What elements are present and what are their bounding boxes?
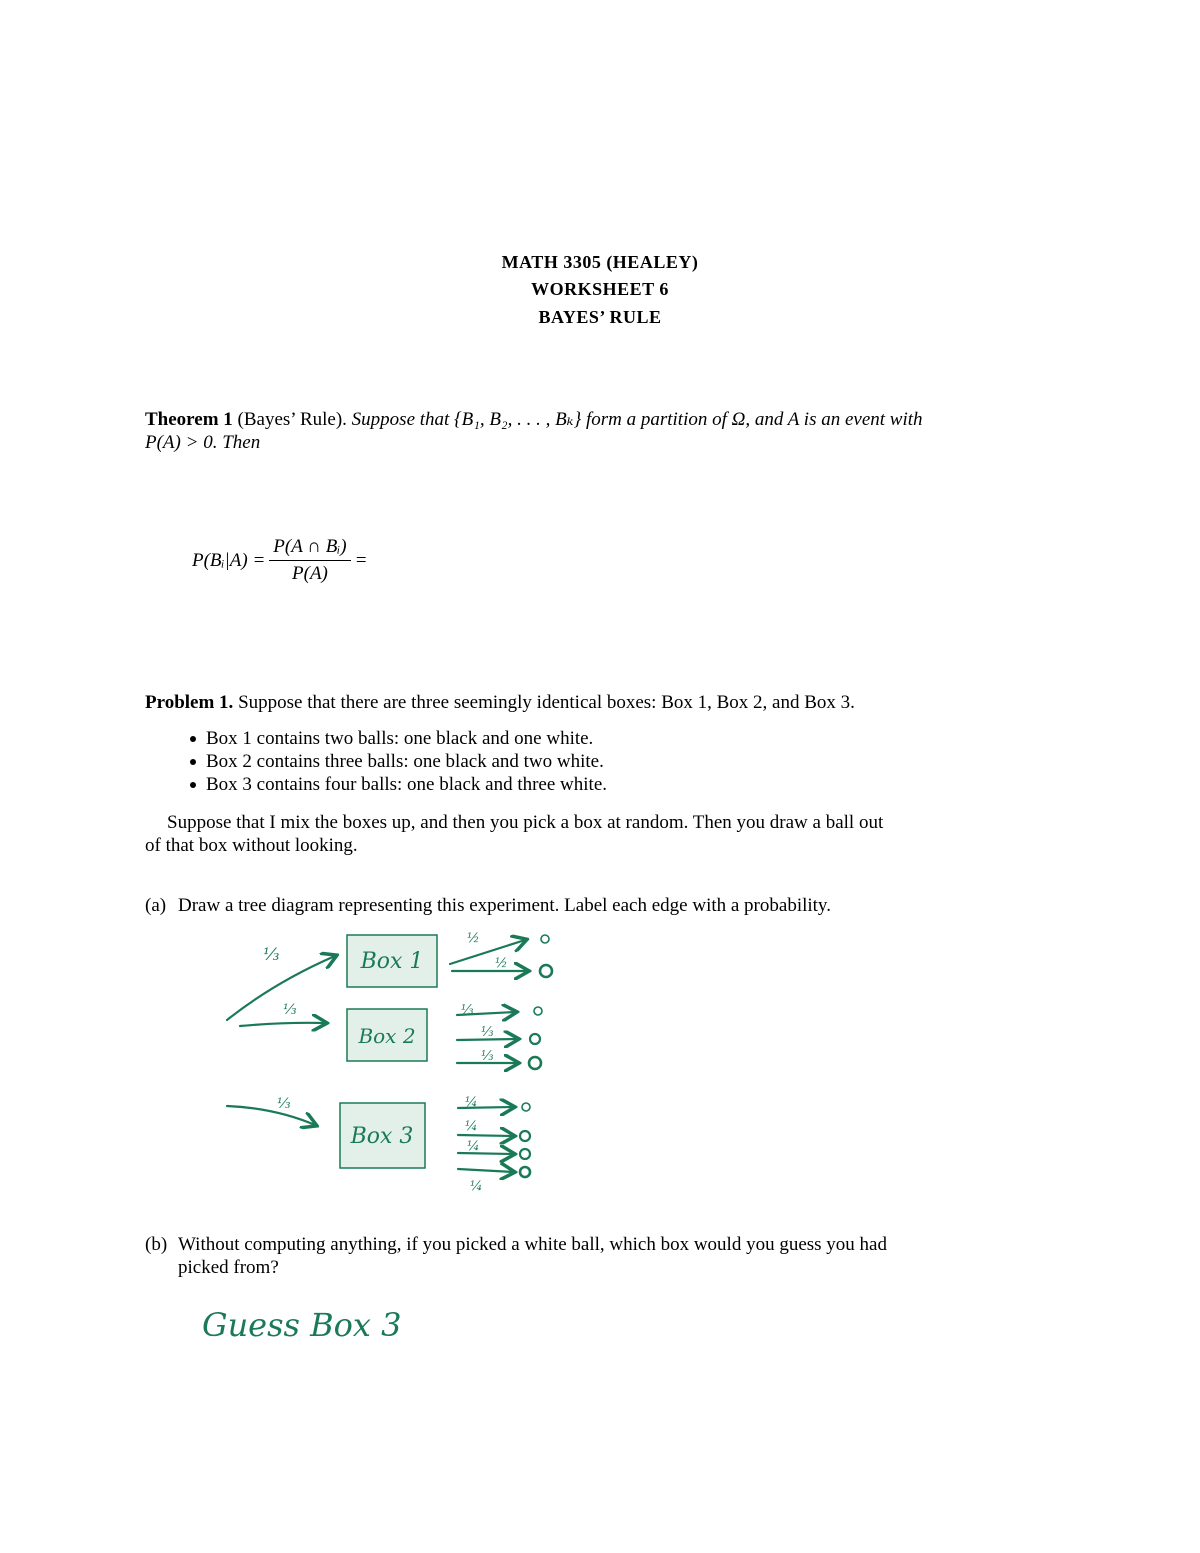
svg-text:⅓: ⅓ bbox=[277, 1096, 291, 1112]
svg-text:⅓: ⅓ bbox=[283, 1002, 297, 1018]
course-title: MATH 3305 (HEALEY) bbox=[501, 252, 699, 272]
theorem-statement-line1: Suppose that {B₁, B₂, . . . , Bₖ} form a partition of Ω, and A is an event with bbox=[351, 409, 923, 430]
svg-text:½: ½ bbox=[467, 931, 480, 946]
ball-white bbox=[530, 1034, 540, 1044]
edge-root-box2 bbox=[240, 1023, 325, 1026]
formula-lhs: P(Bᵢ|A) = bbox=[192, 549, 266, 571]
formula-denominator: P(A) bbox=[292, 563, 328, 584]
list-item: Box 3 contains four balls: one black and three white. bbox=[186, 773, 607, 796]
svg-text:⅓: ⅓ bbox=[263, 945, 280, 965]
svg-text:¼: ¼ bbox=[465, 1095, 478, 1110]
formula-numerator: P(A ∩ Bᵢ) bbox=[269, 536, 350, 561]
part-a-label: (a) bbox=[145, 895, 167, 916]
edge-box1-ball1 bbox=[450, 940, 525, 964]
edge-root-box1 bbox=[227, 956, 335, 1020]
part-b-line2: picked from? bbox=[178, 1257, 279, 1278]
svg-text:Box 3: Box 3 bbox=[350, 1124, 414, 1149]
edge-box3-ball2 bbox=[458, 1135, 513, 1136]
box1-node bbox=[347, 935, 437, 987]
svg-text:Box 2: Box 2 bbox=[358, 1024, 416, 1048]
svg-text:⅓: ⅓ bbox=[461, 1003, 474, 1018]
ball-white bbox=[534, 1007, 542, 1015]
formula-rhs: = bbox=[354, 549, 368, 571]
box2-node bbox=[347, 1009, 427, 1061]
svg-text:¼: ¼ bbox=[467, 1139, 480, 1154]
svg-text:Box 1: Box 1 bbox=[360, 949, 424, 974]
handwritten-answer-b: Guess Box 3 bbox=[202, 1306, 402, 1344]
box3-node bbox=[340, 1103, 425, 1168]
svg-text:½: ½ bbox=[495, 956, 508, 971]
svg-text:¼: ¼ bbox=[465, 1119, 478, 1134]
ball-black bbox=[540, 965, 552, 977]
svg-text:⅓: ⅓ bbox=[481, 1025, 494, 1040]
box-contents-list bbox=[186, 727, 607, 796]
ball-white bbox=[520, 1149, 530, 1159]
part-b-label: (b) bbox=[145, 1234, 168, 1255]
topic-title: BAYES’ RULE bbox=[538, 307, 662, 327]
formula-fraction bbox=[269, 536, 350, 585]
theorem-block bbox=[145, 408, 1025, 431]
tree-diagram bbox=[215, 922, 575, 1202]
svg-text:¼: ¼ bbox=[470, 1179, 483, 1194]
theorem-statement-line2: P(A) > 0. Then bbox=[145, 432, 261, 453]
bayes-formula bbox=[192, 536, 367, 585]
theorem-name: (Bayes’ Rule). bbox=[237, 409, 347, 430]
edge-root-box3 bbox=[227, 1106, 315, 1125]
ball-white bbox=[541, 935, 549, 943]
ball-white bbox=[520, 1131, 530, 1141]
worksheet-title: WORKSHEET 6 bbox=[531, 279, 669, 299]
edge-box3-ball4 bbox=[458, 1169, 513, 1172]
ball-white bbox=[522, 1103, 530, 1111]
problem-label: Problem 1. bbox=[145, 692, 234, 713]
part-b-line1: Without computing anything, if you picked a white ball, which box would you guess you had bbox=[178, 1234, 887, 1255]
problem-intro-text: Suppose that there are three seemingly identical boxes: Box 1, Box 2, and Box 3. bbox=[238, 692, 855, 713]
ball-black bbox=[529, 1057, 541, 1069]
problem-intro bbox=[145, 691, 1045, 714]
list-item: Box 2 contains three balls: one black and two white. bbox=[186, 750, 607, 773]
theorem-label: Theorem 1 bbox=[145, 409, 233, 430]
scenario-line1: Suppose that I mix the boxes up, and then you pick a box at random. Then you draw a ball out bbox=[167, 812, 884, 833]
svg-text:⅓: ⅓ bbox=[481, 1049, 494, 1064]
part-a-text: Draw a tree diagram representing this experiment. Label each edge with a probability. bbox=[178, 895, 831, 916]
scenario-line2: of that box without looking. bbox=[145, 835, 358, 856]
list-item: Box 1 contains two balls: one black and one white. bbox=[186, 727, 607, 750]
ball-black bbox=[520, 1167, 530, 1177]
